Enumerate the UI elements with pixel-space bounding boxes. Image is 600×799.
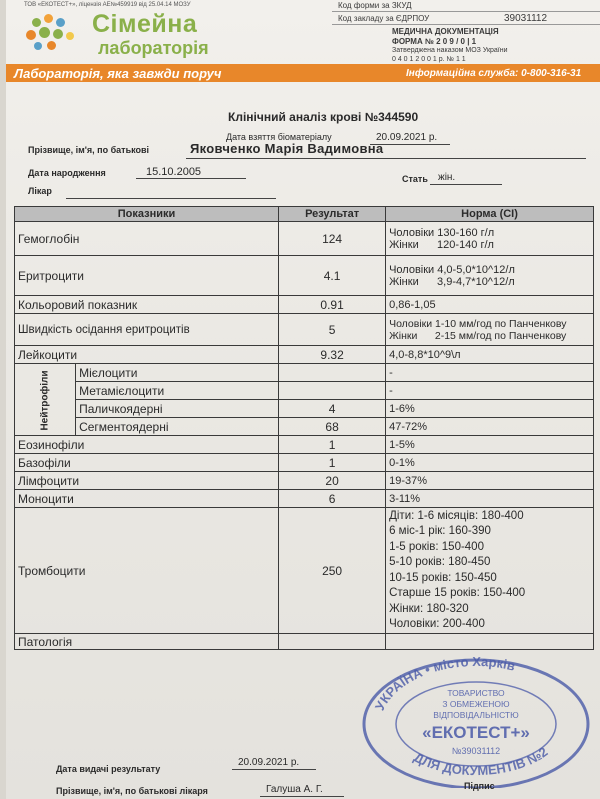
issue-date-underline (232, 769, 316, 770)
row-name: Еозинофіли (15, 436, 279, 454)
brand-name-line1: Сімейна (92, 10, 198, 38)
norm-line: Чоловіки: 200-400 (389, 618, 485, 630)
row-norm: 0-1% (386, 454, 594, 472)
row-value: 1 (279, 436, 386, 454)
stamp-line3: ВІДПОВІДАЛЬНІСТЮ (433, 710, 519, 720)
row-value (279, 364, 386, 382)
sex-label: Стать (402, 174, 428, 184)
dob-label: Дата народження (28, 168, 106, 178)
norm-line: Жінки 2-15 мм/год по Панченкову (389, 329, 567, 342)
row-norm: - (386, 382, 594, 400)
row-value: 4 (279, 400, 386, 418)
row-name: Лімфоцити (15, 472, 279, 490)
table-row (15, 454, 594, 472)
row-norm (386, 314, 594, 346)
form-number: ФОРМА № 2 0 9 / 0 | 1 (392, 37, 477, 46)
row-value: 5 (279, 314, 386, 346)
approved-text: Затверджена наказом МОЗ України (392, 47, 508, 54)
sex-underline (430, 184, 502, 185)
stamp-bottom-arc: ДЛЯ ДОКУМЕНТІВ №2 (411, 744, 551, 779)
row-norm: 4,0-8,8*10^9\л (386, 346, 594, 364)
doctor-name-underline (260, 796, 344, 797)
report-title: Клінічний аналіз крові №344590 (228, 110, 419, 124)
row-name: Метамієлоцити (76, 382, 279, 400)
issue-date-value: 20.09.2021 р. (238, 757, 300, 768)
stamp-line2: З ОБМЕЖЕНОЮ (442, 699, 510, 709)
stamp-line1: ТОВАРИСТВО (447, 688, 505, 698)
sample-date-value: 20.09.2021 р. (376, 132, 438, 143)
doc-title: МЕДИЧНА ДОКУМЕНТАЦІЯ (392, 27, 499, 36)
row-name: Тромбоцити (15, 508, 279, 634)
norm-line: Чоловіки 130-160 г/л (389, 226, 495, 239)
table-row (15, 472, 594, 490)
norm-line: 1-5 років: 150-400 (389, 540, 484, 553)
row-value: 20 (279, 472, 386, 490)
table-row (15, 222, 594, 256)
row-norm: 19-37% (386, 472, 594, 490)
norm-line: 6 міс-1 рік: 160-390 (389, 525, 491, 537)
license-text: ТОВ «ЕКОТЕСТ+», ліцензія АЕ№459919 від 25.04.14 МОЗУ (24, 2, 191, 8)
row-value: 6 (279, 490, 386, 508)
table-row (15, 508, 594, 634)
row-name: Сегментоядерні (76, 418, 279, 436)
brand-name-line2: лабораторія (98, 38, 209, 58)
doctor-underline (66, 198, 276, 199)
info-service-text: Інформаційна служба: 0-800-316-31 (406, 68, 582, 79)
row-norm: 3-11% (386, 490, 594, 508)
issue-date-label: Дата видачі результату (56, 764, 161, 774)
row-norm (386, 256, 594, 296)
norm-line: 5-10 років: 180-450 (389, 556, 491, 568)
row-value: 1 (279, 454, 386, 472)
row-value: 0.91 (279, 296, 386, 314)
table-row (15, 256, 594, 296)
row-norm: 0,86-1,05 (386, 296, 594, 314)
row-norm: 1-6% (386, 400, 594, 418)
signature-label: Підпис (464, 781, 495, 791)
row-norm (386, 508, 594, 634)
zkud-label: Код форми за ЗКУД (338, 1, 412, 10)
row-name: Гемоглобін (15, 222, 279, 256)
stamp-company-name: «ЕКОТЕСТ+» (422, 723, 530, 742)
brand-logo-icon (24, 14, 80, 54)
row-name: Кольоровий показник (15, 296, 279, 314)
row-value (279, 382, 386, 400)
dob-value: 15.10.2005 (146, 166, 202, 178)
row-norm (386, 634, 594, 650)
row-name: Еритроцити (15, 256, 279, 296)
medical-form-box (332, 0, 600, 72)
order-number: 0 4 0 1 2 0 0 1 р. № 1 1 (392, 56, 466, 63)
stamp-top-arc: УКРАЇНА • місто Харків (371, 653, 517, 713)
slogan-text: Лабораторія, яка завжди поруч (14, 66, 222, 81)
norm-line: 10-15 років: 150-450 (389, 571, 497, 584)
table-row (15, 634, 594, 650)
doctor-name-label: Прізвище, ім'я, по батькові лікаря (56, 786, 208, 796)
edrpou-value: 39031112 (504, 13, 548, 24)
header-indicators: Показники (15, 207, 279, 222)
stamp-code: №39031112 (451, 746, 501, 756)
doctor-label: Лікар (28, 186, 52, 196)
norm-line: Чоловіки 1-10 мм/год по Панченкову (389, 317, 567, 330)
norm-line: Жінки: 180-320 (389, 602, 469, 615)
row-value (279, 634, 386, 650)
company-stamp (358, 650, 594, 788)
row-name: Мієлоцити (76, 364, 279, 382)
neutrophils-group-label (15, 364, 76, 436)
row-name: Лейкоцити (15, 346, 279, 364)
patient-label: Прізвище, ім'я, по батькові (28, 145, 150, 155)
edrpou-label: Код закладу за ЄДРПОУ (338, 14, 430, 23)
row-name: Патологія (15, 634, 279, 650)
row-norm (386, 222, 594, 256)
norm-line: Чоловіки 4,0-5,0*10^12/л (389, 263, 515, 276)
doctor-name-value: Галуша А. Г. (266, 784, 323, 795)
results-table (14, 206, 594, 650)
table-row (15, 418, 594, 436)
row-value: 68 (279, 418, 386, 436)
norm-line: Діти: 1-6 місяців: 180-400 (389, 509, 524, 522)
table-row (15, 346, 594, 364)
table-row (15, 382, 594, 400)
header-result: Результат (279, 207, 386, 222)
row-norm: - (386, 364, 594, 382)
header-norm: Норма (СІ) (386, 207, 594, 222)
table-row (15, 296, 594, 314)
lab-report-sheet (6, 0, 600, 799)
norm-line: Старше 15 років: 150-400 (389, 587, 526, 599)
row-norm: 1-5% (386, 436, 594, 454)
table-row (15, 364, 594, 382)
dob-underline (136, 178, 246, 179)
row-name: Базофіли (15, 454, 279, 472)
table-row (15, 400, 594, 418)
table-row (15, 490, 594, 508)
row-name: Моноцити (15, 490, 279, 508)
patient-name: Яковченко Марія Вадимовна (190, 141, 384, 156)
norm-line: Жінки 120-140 г/л (389, 238, 494, 251)
neutrophils-label-text: Нейтрофіли (39, 369, 51, 431)
row-name: Швидкість осідання еритроцитів (15, 314, 279, 346)
row-value: 124 (279, 222, 386, 256)
patient-underline (186, 158, 586, 159)
row-value: 4.1 (279, 256, 386, 296)
table-row (15, 314, 594, 346)
norm-line: Жінки 3,9-4,7*10^12/л (389, 275, 515, 288)
table-header-row (15, 207, 594, 222)
sample-date-label: Дата взяття біоматеріалу (226, 132, 332, 142)
row-norm: 47-72% (386, 418, 594, 436)
row-value: 9.32 (279, 346, 386, 364)
sex-value: жін. (438, 172, 456, 183)
row-value: 250 (279, 508, 386, 634)
table-row (15, 436, 594, 454)
row-name: Паличкоядерні (76, 400, 279, 418)
